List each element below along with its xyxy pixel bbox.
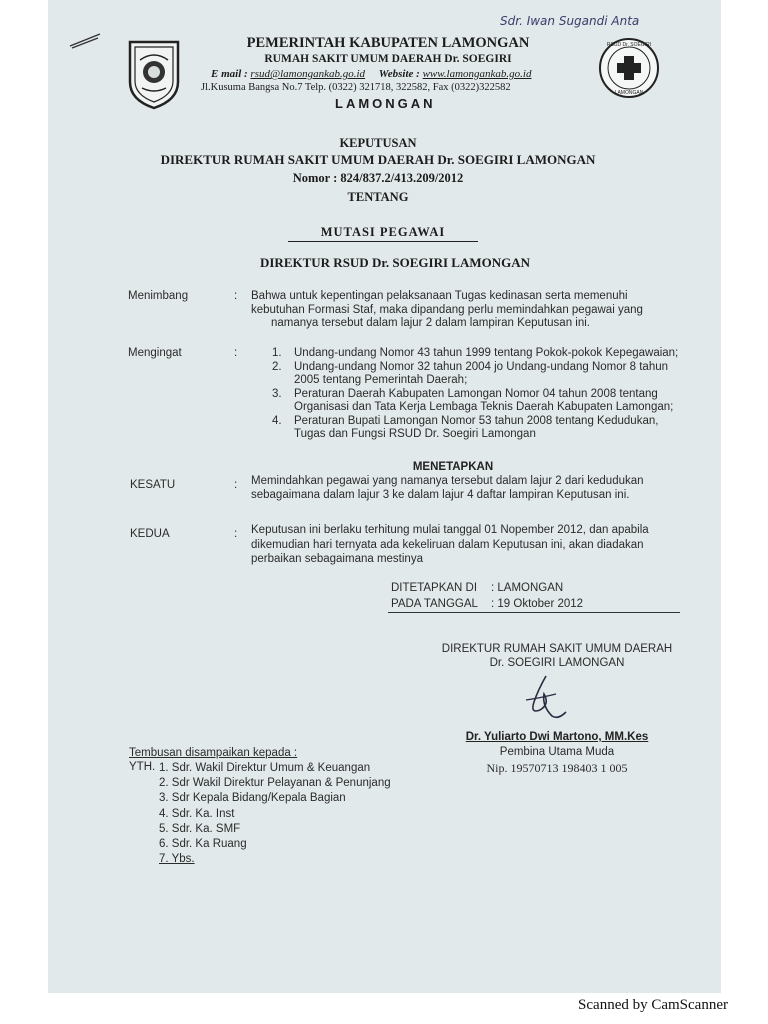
signer-name: Dr. Yuliarto Dwi Martono, MM.Kes bbox=[465, 731, 649, 743]
mengingat-label: Mengingat bbox=[128, 347, 182, 359]
kedua-label: KEDUA bbox=[130, 528, 170, 540]
kedua-text bbox=[251, 523, 649, 567]
list-number: 1. bbox=[272, 347, 282, 359]
kesatu-line: sebagaimana dalam lajur 3 ke dalam lajur 4 daftar lampiran Keputusan ini. bbox=[251, 489, 630, 501]
mengingat-list bbox=[272, 347, 678, 442]
list-item: 7. Ybs. bbox=[159, 853, 195, 866]
list-item bbox=[272, 388, 678, 415]
list-item bbox=[272, 347, 678, 361]
kesatu-label: KESATU bbox=[130, 479, 176, 491]
list-number: 2. bbox=[272, 360, 282, 373]
signer-heading: DIREKTUR RSUD Dr. SOEGIRI LAMONGAN bbox=[259, 255, 531, 270]
website-link[interactable]: www.lamongankab.go.id bbox=[422, 68, 532, 80]
kedua-line: Keputusan ini berlaku terhitung mulai tanggal 01 Nopember 2012, dan apabila bbox=[251, 524, 649, 536]
signer-rank: Pembina Utama Muda bbox=[499, 746, 615, 758]
svg-text:LAMONGAN: LAMONGAN bbox=[614, 90, 644, 96]
contact-line bbox=[211, 68, 531, 80]
menetapkan-heading: MENETAPKAN bbox=[412, 461, 494, 473]
about-label: TENTANG bbox=[347, 190, 409, 204]
email-label: E mail : bbox=[211, 68, 248, 80]
signer-nip: Nip. 19570713 198403 1 005 bbox=[486, 761, 628, 775]
doc-type: KEPUTUSAN bbox=[339, 136, 417, 150]
letterhead-line2: RUMAH SAKIT UMUM DAERAH Dr. SOEGIRI bbox=[264, 53, 512, 65]
date-value: : 19 Oktober 2012 bbox=[491, 598, 584, 610]
list-item: 1. Sdr. Wakil Direktur Umum & Keuangan bbox=[159, 762, 371, 774]
tembusan-list bbox=[159, 761, 391, 867]
subject: MUTASI PEGAWAI bbox=[288, 225, 478, 242]
svg-text:RSUD Dr. SOEGIRI: RSUD Dr. SOEGIRI bbox=[606, 42, 652, 48]
signer-title-line2: Dr. SOEGIRI LAMONGAN bbox=[489, 657, 625, 669]
mengingat-colon: : bbox=[234, 347, 238, 359]
list-text: Peraturan Daerah Kabupaten Lamongan Nomor 04 tahun 2008 tentang Organisasi dan Tata Kerja Lembaga Teknis Daerah Kabupaten Lamongan; bbox=[294, 387, 674, 413]
kesatu-text bbox=[251, 474, 644, 502]
letterhead-line1: PEMERINTAH KABUPATEN LAMONGAN bbox=[246, 35, 530, 51]
lamongan-regency-logo-icon bbox=[126, 38, 182, 110]
kesatu-line: Memindahkan pegawai yang namanya tersebut dalam lajur 2 dari kedudukan bbox=[251, 475, 644, 487]
list-item: 5. Sdr. Ka. SMF bbox=[159, 822, 241, 835]
kedua-line: perbaikan sebagaimana mestinya bbox=[251, 553, 423, 565]
date-label: PADA TANGGAL bbox=[391, 598, 478, 610]
rsud-soegiri-logo-icon bbox=[597, 36, 661, 100]
list-item bbox=[272, 361, 678, 388]
list-item: 4. Sdr. Ka. Inst bbox=[159, 807, 235, 820]
address-line: Jl.Kusuma Bangsa No.7 Telp. (0322) 321718, 322582, Fax (0322)322582 bbox=[201, 82, 511, 93]
list-text: Peraturan Bupati Lamongan Nomor 53 tahun 2008 tentang Kedudukan, Tugas dan Fungsi RSUD Dr. Soegiri Lamongan bbox=[294, 414, 659, 440]
list-item: 3. Sdr Kepala Bidang/Kepala Bagian bbox=[159, 792, 346, 805]
scanner-watermark: Scanned by CamScanner bbox=[578, 997, 728, 1013]
decree-number: Nomor : 824/837.2/413.209/2012 bbox=[292, 171, 464, 185]
menimbang-line: kebutuhan Formasi Staf, maka dipandang perlu memindahkan pegawai yang bbox=[251, 303, 643, 316]
menimbang-text bbox=[251, 290, 643, 331]
menimbang-line: namanya tersebut dalam lajur 2 dalam lampiran Keputusan ini. bbox=[271, 317, 590, 329]
menimbang-line: Bahwa untuk kepentingan pelaksanaan Tugas kedinasan serta memenuhi bbox=[251, 290, 628, 302]
list-item: 2. Sdr Wakil Direktur Pelayanan & Penunjang bbox=[159, 777, 391, 790]
place-value: : LAMONGAN bbox=[491, 582, 564, 594]
date-divider bbox=[388, 612, 680, 613]
kedua-colon: : bbox=[234, 528, 238, 540]
letterhead-city: LAMONGAN bbox=[335, 96, 436, 111]
tembusan-heading: Tembusan disampaikan kepada : bbox=[129, 747, 298, 759]
email-link[interactable]: rsud@lamongankab.go.id bbox=[250, 68, 366, 80]
kedua-line: dikemudian hari ternyata ada kekeliruan dalam Keputusan ini, akan diadakan bbox=[251, 538, 644, 551]
list-text: Undang-undang Nomor 43 tahun 1999 tentang Pokok-pokok Kepegawaian; bbox=[294, 347, 679, 359]
document-page bbox=[48, 0, 721, 993]
list-number: 3. bbox=[272, 387, 282, 400]
issuer: DIREKTUR RUMAH SAKIT UMUM DAERAH Dr. SOEGIRI LAMONGAN bbox=[160, 152, 596, 167]
tembusan-prefix: YTH. bbox=[129, 761, 156, 773]
list-text: Undang-undang Nomor 32 tahun 2004 jo Undang-undang Nomor 8 tahun 2005 tentang Pemerintah Daerah; bbox=[294, 360, 669, 386]
list-item bbox=[272, 415, 678, 442]
pen-mark-icon bbox=[68, 30, 104, 50]
menimbang-label: Menimbang bbox=[128, 290, 189, 302]
handwritten-note: Sdr. Iwan Sugandi Anta bbox=[500, 14, 640, 28]
list-item: 6. Sdr. Ka Ruang bbox=[159, 838, 247, 851]
kesatu-colon: : bbox=[234, 479, 238, 491]
place-label: DITETAPKAN DI bbox=[391, 582, 478, 594]
signature-icon bbox=[516, 672, 570, 724]
website-label: Website : bbox=[378, 68, 420, 80]
menimbang-colon: : bbox=[234, 290, 238, 302]
list-number: 4. bbox=[272, 414, 282, 427]
signer-title-line1: DIREKTUR RUMAH SAKIT UMUM DAERAH bbox=[441, 643, 673, 655]
